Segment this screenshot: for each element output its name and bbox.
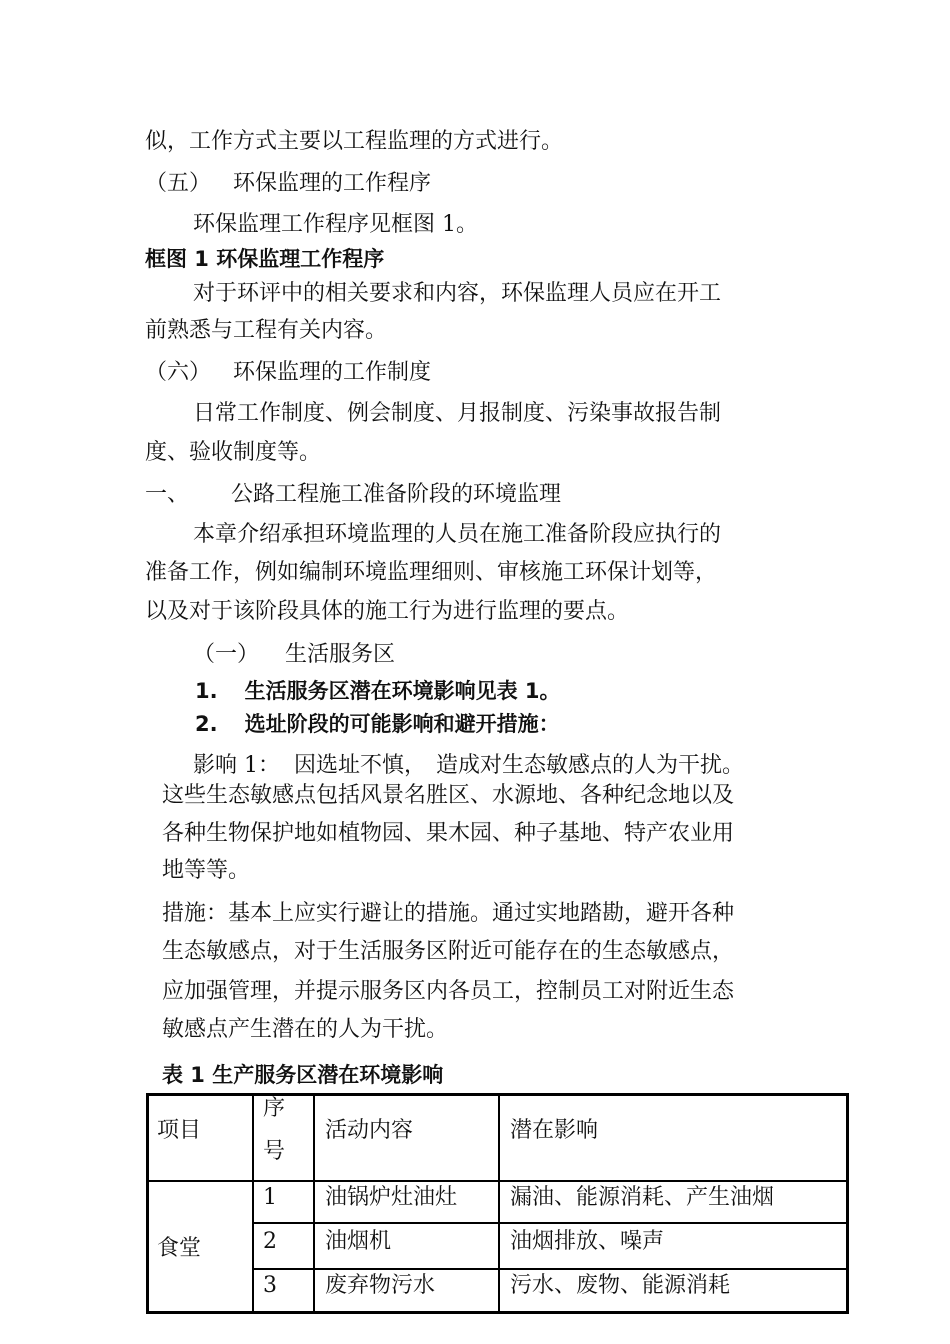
section-number: （五） bbox=[145, 171, 212, 196]
table-cell-seq: 3 bbox=[263, 1273, 277, 1298]
paragraph-line: 前熟悉与工程有关内容。 bbox=[145, 318, 388, 343]
table-cell-impact: 污水、废物、能源消耗 bbox=[510, 1273, 731, 1298]
table-cell-activity: 油烟机 bbox=[325, 1229, 392, 1254]
impact-line: 地等等。 bbox=[162, 858, 251, 883]
paragraph-line: 以及对于该阶段具体的施工行为进行监理的要点。 bbox=[145, 599, 630, 624]
impact-line bbox=[193, 751, 744, 781]
impact-effect: 造成对生态敏感点的人为干扰。 bbox=[436, 753, 745, 778]
figure-caption: 框图 1 环保监理工作程序 bbox=[145, 247, 385, 271]
table-cell-impact: 漏油、能源消耗、产生油烟 bbox=[510, 1185, 775, 1210]
subsection-heading bbox=[193, 640, 395, 670]
table-grid-line bbox=[498, 1093, 500, 1314]
table-cell-seq: 2 bbox=[263, 1229, 277, 1254]
section-title: 环保监理的工作制度 bbox=[233, 360, 432, 385]
table-grid-line bbox=[252, 1093, 254, 1314]
impact-line: 各种生物保护地如植物园、果木园、种子基地、特产农业用 bbox=[162, 821, 735, 846]
paragraph-line: 对于环评中的相关要求和内容，环保监理人员应在开工 bbox=[193, 281, 722, 306]
table-header-impact: 潜在影响 bbox=[510, 1118, 599, 1143]
table-grid-line bbox=[252, 1268, 849, 1270]
measure-line: 敏感点产生潜在的人为干扰。 bbox=[162, 1017, 449, 1042]
table-grid-line bbox=[313, 1093, 315, 1314]
measure-line: 生态敏感点，对于生活服务区附近可能存在的生态敏感点， bbox=[162, 939, 735, 964]
list-item bbox=[195, 676, 561, 706]
impact-line: 这些生态敏感点包括风景名胜区、水源地、各种纪念地以及 bbox=[162, 783, 735, 808]
chapter-number: 一、 bbox=[145, 482, 190, 507]
list-text: 选址阶段的可能影响和避开措施： bbox=[244, 712, 560, 736]
measure-line: 应加强管理，并提示服务区内各员工，控制员工对附近生态 bbox=[162, 979, 735, 1004]
list-text: 生活服务区潜在环境影响见表 1。 bbox=[244, 679, 561, 703]
paragraph-line: 日常工作制度、例会制度、月报制度、污染事故报告制 bbox=[193, 401, 722, 426]
table-grid-line bbox=[146, 1180, 849, 1182]
paragraph-line: 度、验收制度等。 bbox=[145, 440, 322, 465]
section-number: （六） bbox=[145, 360, 212, 385]
section-title: 环保监理的工作程序 bbox=[233, 171, 432, 196]
table-cell-activity: 废弃物污水 bbox=[325, 1273, 436, 1298]
impact-cause: 因选址不慎， bbox=[294, 753, 427, 778]
chapter-heading bbox=[145, 480, 561, 510]
table-cell-activity: 油锅炉灶油灶 bbox=[325, 1185, 458, 1210]
subsection-title: 生活服务区 bbox=[285, 642, 396, 667]
table-header-seq-b: 号 bbox=[263, 1139, 286, 1164]
impact-label: 影响 1： bbox=[193, 753, 280, 778]
table-cell-seq: 1 bbox=[263, 1185, 277, 1210]
list-number: 1. bbox=[195, 679, 218, 703]
table-header-item: 项目 bbox=[157, 1118, 202, 1143]
chapter-title: 公路工程施工准备阶段的环境监理 bbox=[231, 482, 562, 507]
paragraph-continuation: 似，工作方式主要以工程监理的方式进行。 bbox=[145, 129, 564, 154]
table-cell-impact: 油烟排放、噪声 bbox=[510, 1229, 665, 1254]
section-heading-5 bbox=[145, 169, 431, 199]
paragraph: 环保监理工作程序见框图 1。 bbox=[193, 212, 478, 237]
table-header-activity: 活动内容 bbox=[325, 1118, 414, 1143]
list-number: 2. bbox=[195, 712, 218, 736]
measure-line: 措施：基本上应实行避让的措施。通过实地踏勘，避开各种 bbox=[162, 901, 735, 926]
paragraph-line: 本章介绍承担环境监理的人员在施工准备阶段应执行的 bbox=[193, 522, 722, 547]
section-heading-6 bbox=[145, 358, 431, 388]
table-header-seq-a: 序 bbox=[263, 1096, 286, 1121]
table-grid-line bbox=[252, 1222, 849, 1224]
list-item bbox=[195, 709, 560, 739]
table-group-label: 食堂 bbox=[157, 1236, 202, 1261]
paragraph-line: 准备工作，例如编制环境监理细则、审核施工环保计划等， bbox=[145, 560, 718, 585]
table-caption: 表 1 生产服务区潜在环境影响 bbox=[162, 1063, 444, 1087]
subsection-number: （一） bbox=[193, 642, 260, 667]
